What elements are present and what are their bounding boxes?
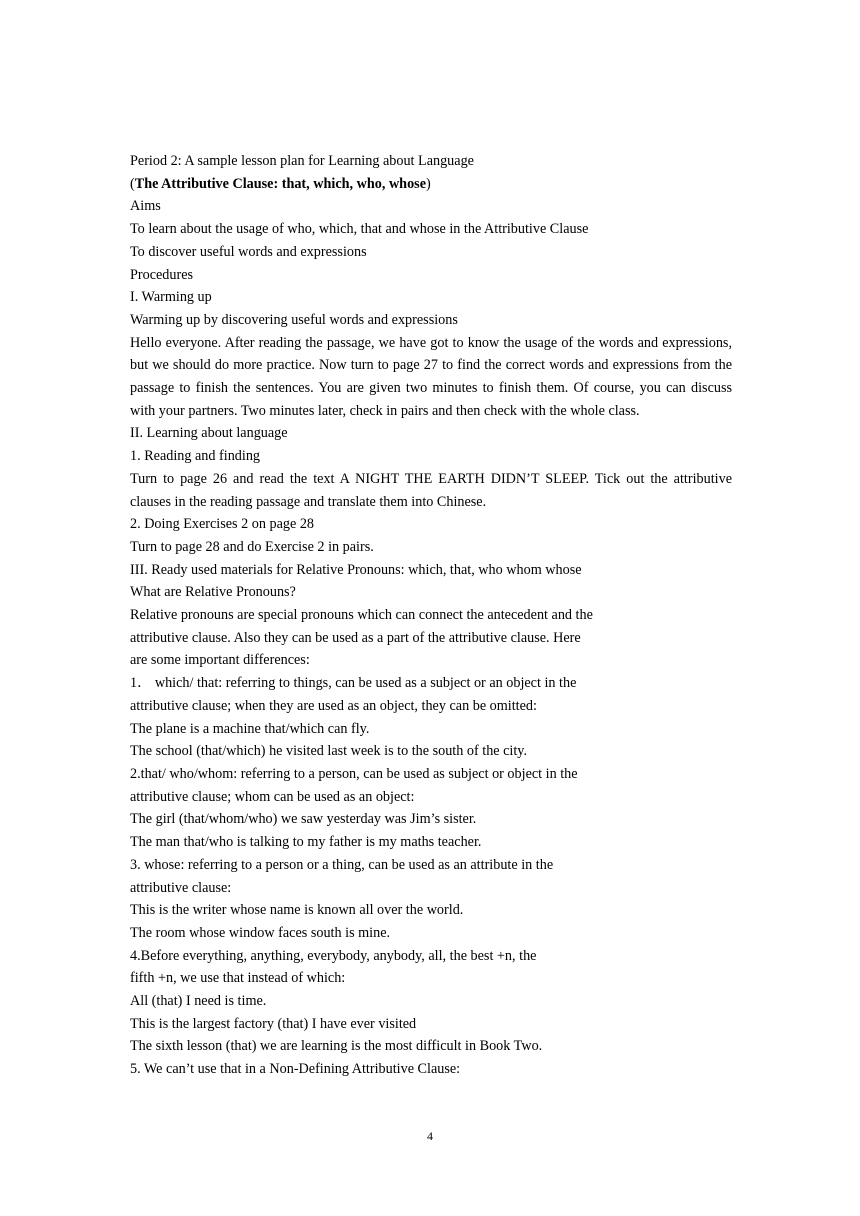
text-line: The sixth lesson (that) we are learning is the most difficult in Book Two.	[130, 1038, 543, 1055]
document-body	[130, 150, 732, 1081]
page-number: 4	[427, 1129, 433, 1143]
aim-1: To learn about the usage of who, which, that and whose in the Attributive Clause	[130, 221, 589, 238]
procedures-heading: Procedures	[130, 266, 194, 283]
text-line: Relative pronouns are special pronouns which can connect the antecedent and the	[130, 607, 593, 624]
warming-subheading: Warming up by discovering useful words and expressions	[130, 311, 458, 328]
reading-paragraph: Turn to page 26 and read the text A NIGHT THE EARTH DIDN’T SLEEP. Tick out the attributive clauses in the reading passage and translate them into Chinese.	[130, 470, 732, 510]
lesson-title: Period 2: A sample lesson plan for Learning about Language	[130, 153, 474, 169]
text-line: are some important differences:	[130, 652, 310, 669]
text-line: The girl (that/whom/who) we saw yesterday was Jim’s sister.	[130, 811, 477, 828]
lesson-subtitle	[130, 173, 732, 196]
text-line: All (that) I need is time.	[130, 993, 267, 1010]
text-line: What are Relative Pronouns?	[130, 584, 296, 601]
reading-heading: 1. Reading and finding	[130, 448, 261, 465]
text-line: 1． which/ that: referring to things, can be used as a subject or an object in the	[130, 675, 577, 692]
section-2-heading: II. Learning about language	[130, 425, 288, 442]
section-1-heading: I. Warming up	[130, 289, 212, 306]
text-line: attributive clause. Also they can be used as a part of the attributive clause. Here	[130, 629, 581, 646]
text-line: 2. Doing Exercises 2 on page 28	[130, 516, 315, 533]
text-line: This is the writer whose name is known all over the world.	[130, 902, 464, 919]
text-line: attributive clause; whom can be used as an object:	[130, 788, 415, 805]
text-line: attributive clause:	[130, 879, 232, 896]
subtitle-open-paren: (	[130, 175, 135, 192]
text-line: attributive clause; when they are used as an object, they can be omitted:	[130, 697, 537, 714]
section-3-heading: III. Ready used materials for Relative Pronouns: which, that, who whom whose	[130, 561, 582, 578]
text-line: 5. We can’t use that in a Non-Defining Attributive Clause:	[130, 1061, 461, 1078]
subtitle-bold: The Attributive Clause: that, which, who, whose	[134, 175, 426, 192]
subtitle-close-paren: )	[426, 175, 431, 192]
aims-heading: Aims	[130, 198, 161, 215]
text-line: The room whose window faces south is mine.	[130, 924, 391, 941]
text-line: The man that/who is talking to my father is my maths teacher.	[130, 834, 482, 851]
text-line: The school (that/which) he visited last week is to the south of the city.	[130, 743, 528, 760]
text-line: 3. whose: referring to a person or a thing, can be used as an attribute in the	[130, 856, 554, 873]
text-line: Turn to page 28 and do Exercise 2 in pairs.	[130, 538, 374, 555]
text-line: 2.that/ who/whom: referring to a person, can be used as subject or object in the	[130, 765, 578, 782]
aim-2: To discover useful words and expressions	[130, 243, 367, 260]
text-line: The plane is a machine that/which can fly.	[130, 720, 370, 737]
text-line: This is the largest factory (that) I have ever visited	[130, 1015, 417, 1032]
text-line: fifth +n, we use that instead of which:	[130, 970, 346, 987]
text-line: 4.Before everything, anything, everybody, anybody, all, the best +n, the	[130, 947, 537, 964]
warming-paragraph: Hello everyone. After reading the passage, we have got to know the usage of the words and expressions, but we should do more practice. Now turn to page 27 to find the correct words and expressions from the passage to finish the sentences. You are given two minutes to finish them. Of course, you can discuss with your partners. Two minutes later, check in pairs and then check with the whole class.	[130, 334, 732, 419]
